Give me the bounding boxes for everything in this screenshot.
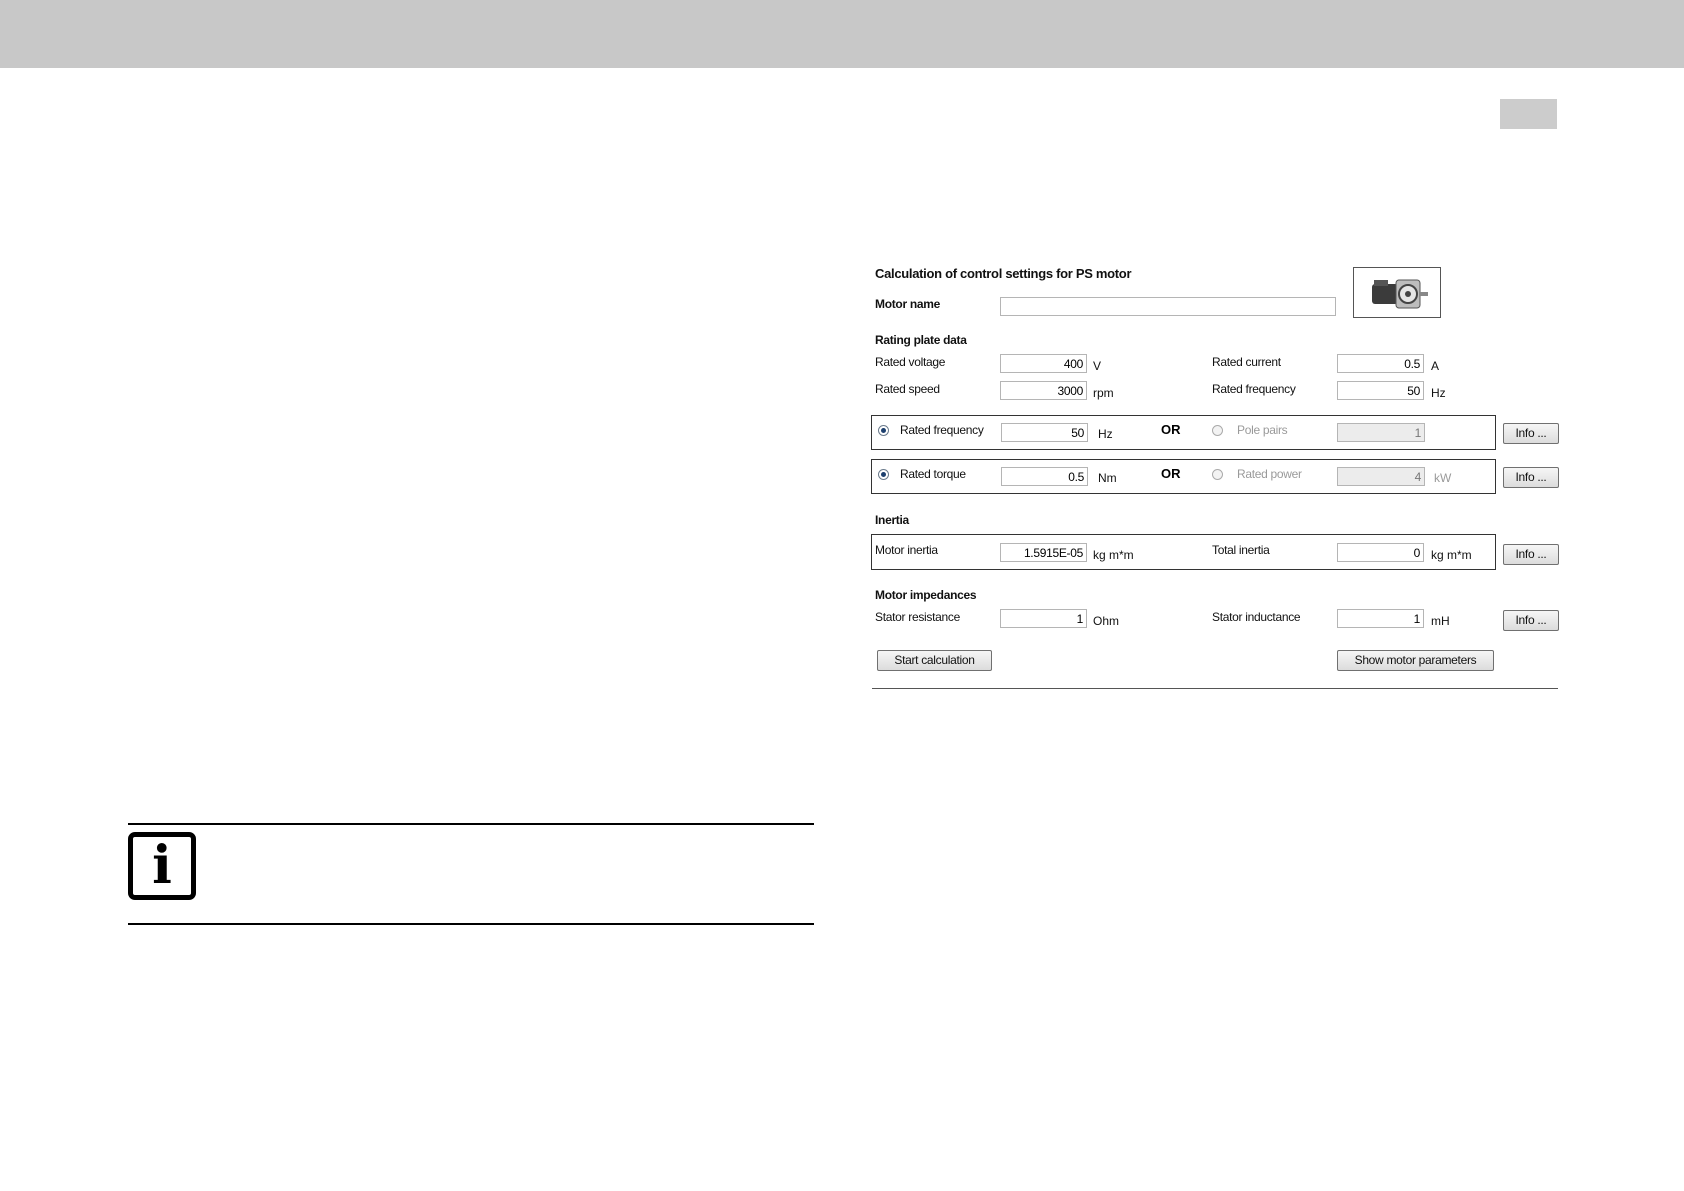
torque-option-unit: Nm [1098, 471, 1117, 485]
motor-inertia-unit: kg m*m [1093, 548, 1134, 562]
divider [872, 688, 1558, 689]
dialog-title: Calculation of control settings for PS motor [875, 266, 1132, 281]
or-label: OR [1161, 422, 1181, 437]
rated-power-input[interactable]: 4 [1337, 467, 1425, 486]
rated-speed-input[interactable]: 3000 [1000, 381, 1087, 400]
page-header-bar [0, 0, 1684, 68]
rated-voltage-input[interactable]: 400 [1000, 354, 1087, 373]
pole-pairs-radio[interactable] [1212, 425, 1223, 436]
motor-inertia-input[interactable]: 1.5915E-05 [1000, 543, 1087, 562]
total-inertia-unit: kg m*m [1431, 548, 1472, 562]
motor-icon [1354, 268, 1440, 317]
stator-resistance-label: Stator resistance [875, 610, 960, 624]
rated-frequency-label: Rated frequency [1212, 382, 1296, 396]
rated-current-input[interactable]: 0.5 [1337, 354, 1424, 373]
rated-speed-unit: rpm [1093, 386, 1114, 400]
rated-voltage-label: Rated voltage [875, 355, 946, 369]
rated-voltage-unit: V [1093, 359, 1102, 373]
motor-image [1353, 267, 1441, 318]
motor-inertia-label: Motor inertia [875, 543, 938, 557]
impedances-heading: Motor impedances [875, 588, 977, 602]
impedances-info-button[interactable]: Info ... [1503, 610, 1559, 631]
info-icon: i [128, 832, 196, 900]
stator-inductance-label: Stator inductance [1212, 610, 1301, 624]
start-calculation-button[interactable]: Start calculation [877, 650, 992, 671]
rated-frequency-input[interactable]: 50 [1337, 381, 1424, 400]
torque-option-label: Rated torque [900, 467, 966, 481]
stator-resistance-input[interactable]: 1 [1000, 609, 1087, 628]
rating-plate-heading: Rating plate data [875, 333, 967, 347]
freq-option-input[interactable]: 50 [1001, 423, 1088, 442]
or-label: OR [1161, 466, 1181, 481]
total-inertia-label: Total inertia [1212, 543, 1270, 557]
rated-current-label: Rated current [1212, 355, 1281, 369]
pole-pairs-input[interactable]: 1 [1337, 423, 1425, 442]
total-inertia-input[interactable]: 0 [1337, 543, 1424, 562]
show-motor-parameters-button[interactable]: Show motor parameters [1337, 650, 1494, 671]
rated-speed-label: Rated speed [875, 382, 940, 396]
inertia-heading: Inertia [875, 513, 909, 527]
freq-option-label: Rated frequency [900, 423, 984, 437]
rated-power-unit: kW [1434, 471, 1452, 485]
motor-calculation-dialog [870, 250, 1560, 690]
rated-power-label: Rated power [1237, 467, 1302, 481]
stator-resistance-unit: Ohm [1093, 614, 1120, 628]
rated-frequency-radio[interactable] [878, 425, 889, 436]
stator-inductance-input[interactable]: 1 [1337, 609, 1424, 628]
stator-inductance-unit: mH [1431, 614, 1450, 628]
rated-power-radio[interactable] [1212, 469, 1223, 480]
pole-pairs-label: Pole pairs [1237, 423, 1288, 437]
page-tab-marker [1500, 99, 1557, 129]
motor-name-label: Motor name [875, 297, 941, 311]
freq-info-button[interactable]: Info ... [1503, 423, 1559, 444]
torque-info-button[interactable]: Info ... [1503, 467, 1559, 488]
torque-option-input[interactable]: 0.5 [1001, 467, 1088, 486]
inertia-info-button[interactable]: Info ... [1503, 544, 1559, 565]
rated-frequency-unit: Hz [1431, 386, 1446, 400]
info-note-box [128, 823, 814, 925]
rated-torque-radio[interactable] [878, 469, 889, 480]
rated-current-unit: A [1431, 359, 1440, 373]
motor-name-input[interactable] [1000, 297, 1336, 316]
freq-option-unit: Hz [1098, 427, 1113, 441]
